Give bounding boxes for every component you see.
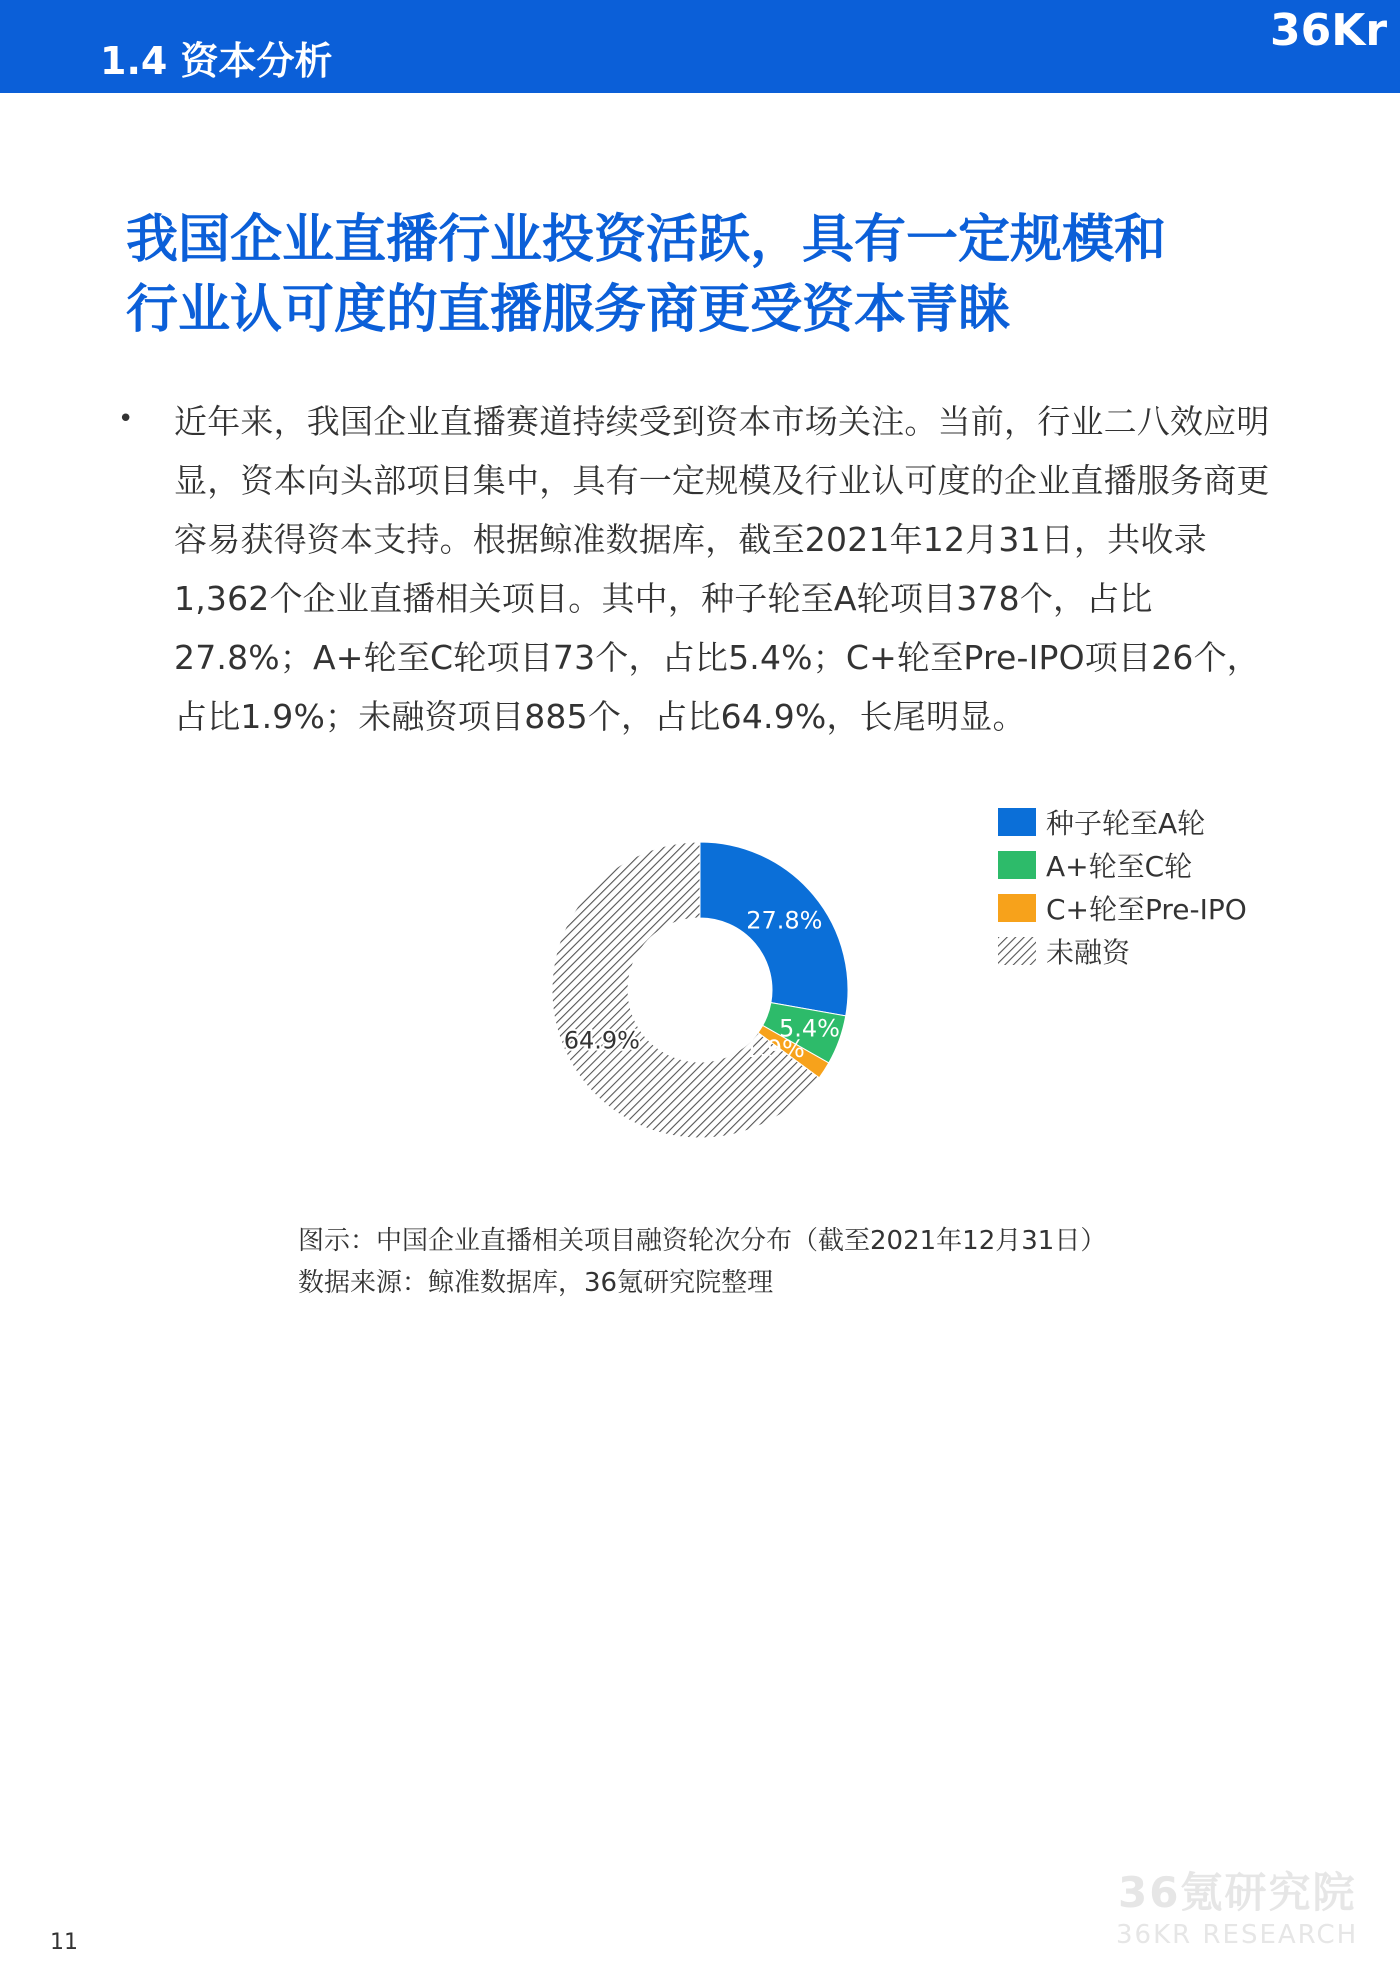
legend-label-aplus-c: A+轮至C轮 [1046, 849, 1193, 883]
chart-legend [998, 800, 1247, 972]
bullet-dot: • [118, 404, 134, 434]
legend-label-unfunded: 未融资 [1046, 935, 1131, 969]
legend-item [998, 800, 1247, 843]
legend-label-seed-a: 种子轮至A轮 [1046, 806, 1206, 840]
legend-swatch-cplus-preipo [998, 894, 1036, 922]
figure-caption [298, 1220, 1106, 1304]
legend-swatch-aplus-c [998, 851, 1036, 879]
page-number: 11 [50, 1930, 78, 1955]
legend-label-cplus-preipo: C+轮至Pre-IPO [1046, 892, 1247, 926]
section-title: 1.4 资本分析 [100, 39, 333, 83]
header-bar [0, 0, 1400, 93]
legend-item [998, 929, 1247, 972]
slice-unfunded-label: 64.9% [563, 1026, 640, 1055]
watermark-en: 36KR RESEARCH [1116, 1920, 1359, 1950]
legend-swatch-seed-a [998, 808, 1036, 836]
slice-seed-a-label: 27.8% [746, 906, 823, 935]
caption-figure: 图示：中国企业直播相关项目融资轮次分布（截至2021年12月31日） [298, 1226, 1107, 1256]
headline-line-1: 我国企业直播行业投资活跃，具有一定规模和 [126, 210, 1167, 270]
legend-swatch-unfunded [998, 937, 1036, 965]
legend-item [998, 886, 1247, 929]
slice-aplus-c-label: 5.4% [779, 1014, 840, 1043]
brand-logo-text: 36Kr [1270, 5, 1388, 56]
body-paragraph: 近年来，我国企业直播赛道持续受到资本市场关注。当前，行业二八效应明显，资本向头部项目集中，具有一定规模及行业认可度的企业直播服务商更容易获得资本支持。根据鲸准数据库，截至2021年12月31日，共收录1,362个企业直播相关项目。其中，种子轮至A轮项目378个，占比27.8%；A+轮至C轮项目73个，占比5.4%；C+轮至Pre-IPO项目26个，占比1.9%；未融资项目885个，占比64.9%，长尾明显。 [174, 402, 1270, 736]
watermark-cn: 36氪研究院 [1118, 1868, 1357, 1917]
slice-cplus-preipo-label: 1.9% [743, 1034, 805, 1063]
headline-line-2: 行业认可度的直播服务商更受资本青睐 [126, 280, 1011, 340]
caption-source: 数据来源：鲸准数据库，36氪研究院整理 [298, 1268, 774, 1298]
legend-item [998, 843, 1247, 886]
headline [126, 205, 1306, 345]
brand-logo [1220, 0, 1400, 93]
donut-chart [500, 790, 900, 1190]
donut-chart-svg [500, 790, 900, 1190]
